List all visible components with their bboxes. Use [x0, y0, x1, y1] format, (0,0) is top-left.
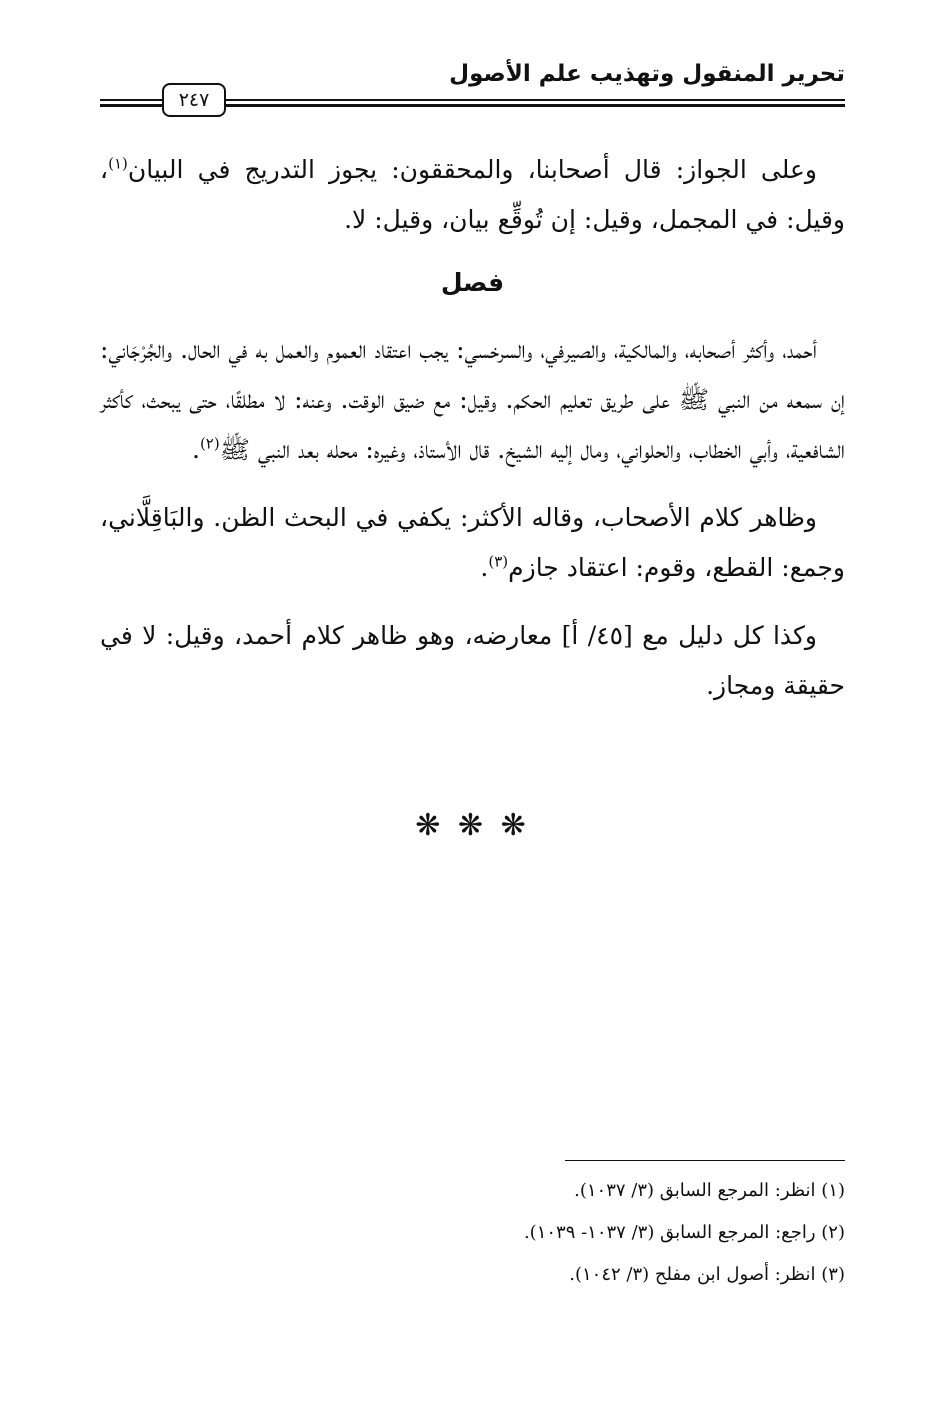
paragraph-1-text-b: ، وقيل: في المجمل، وقيل: إن تُوقِّع بيان، وقيل: لا.: [100, 155, 845, 234]
main-text: [100, 145, 845, 729]
paragraph-1: [100, 145, 845, 245]
running-title: تحرير المنقول وتهذيب علم الأصول: [449, 61, 845, 87]
footnote-ref-1: (١): [108, 154, 128, 173]
paragraph-3-text-b: .: [480, 553, 489, 582]
paragraph-3-text-a: وظاهر كلام الأصحاب، وقاله الأكثر: يكفي في البحث الظن. والبَاقِلَّاني، وجمع: القطع، وقوم: اعتقاد جازم: [100, 503, 845, 582]
paragraph-3: [100, 493, 845, 593]
footnote-ref-2: (٢): [199, 434, 220, 453]
footnote-ref-3: (٣): [488, 552, 509, 571]
paragraph-2-text-a: أحمد، وأكثر أصحابه، والمالكية، والصيرفي، والسرخسي: يجب اعتقاد العموم والعمل به في الحال. والجُرْجَاني: إن سمعه من النبي ﷺ على طريق تعليم الحكم. وقيل: مع ضيق الوقت. وعنه: لا مطلقًا، حتى يبحث، كأكثر الشافعية، وأبي الخطاب، والحلواني، ومال إليه الشيخ. قال الأستاذ، وغيره: محله بعد النبي ﷺ: [100, 335, 845, 464]
footnote-3: (٣) انظر: أصول ابن مفلح (٣/ ١٠٤٢).: [569, 1264, 845, 1285]
paragraph-1-text-a: وعلى الجواز: قال أصحابنا، والمحققون: يجوز التدريج في البيان: [127, 155, 817, 184]
paragraph-2-text-b: .: [191, 435, 200, 464]
paragraph-2: [100, 325, 845, 475]
footnote-2: (٢) راجع: المرجع السابق (٣/ ١٠٣٧- ١٠٣٩).: [523, 1222, 845, 1243]
footnote-1: (١) انظر: المرجع السابق (٣/ ١٠٣٧).: [574, 1180, 845, 1201]
page-number: ٢٤٧: [162, 83, 226, 117]
page-header: [100, 55, 845, 115]
section-end-ornament: ❋ ❋ ❋: [415, 808, 530, 843]
footnote-separator: [565, 1160, 845, 1161]
paragraph-4: وكذا كل دليل مع [٤٥/ أ] معارضه، وهو ظاهر كلام أحمد، وقيل: لا في حقيقة ومجاز.: [100, 621, 845, 700]
footnotes: [100, 1170, 845, 1296]
section-heading: فصل: [440, 268, 505, 297]
